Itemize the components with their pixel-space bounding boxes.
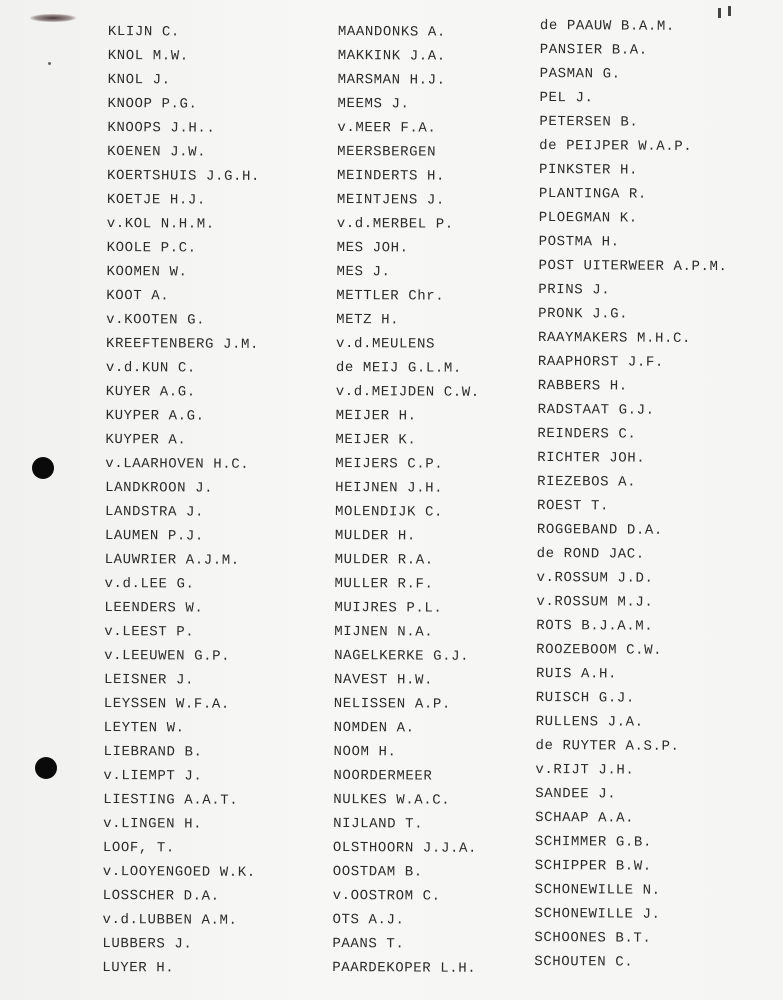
name-entry: PASMAN G. xyxy=(539,65,621,83)
name-entry: MAANDONKS A. xyxy=(337,23,447,41)
name-entry: SCHIPPER B.W. xyxy=(534,857,652,875)
name-entry: MES JOH. xyxy=(336,239,409,257)
name-entry: v.LAARHOVEN H.C. xyxy=(105,455,250,473)
name-entry: HEIJNEN J.H. xyxy=(335,479,444,497)
name-entry: MEIJER K. xyxy=(335,431,417,449)
name-entry: MEINTJENS J. xyxy=(336,191,445,209)
name-entry: SCHOUTEN C. xyxy=(534,953,634,971)
name-entry: v.d.LEE G. xyxy=(104,575,195,593)
name-entry: KLIJN C. xyxy=(107,23,180,41)
name-entry: v.RIJT J.H. xyxy=(535,761,635,779)
name-entry: RULLENS J.A. xyxy=(535,713,644,731)
name-entry: RICHTER JOH. xyxy=(537,449,646,467)
name-entry: NULKES W.A.C. xyxy=(333,791,451,809)
name-entry: MIJNEN N.A. xyxy=(334,623,434,641)
name-column-2 xyxy=(332,20,482,981)
name-entry: ROEST T. xyxy=(536,497,610,515)
name-entry: v.OOSTROM C. xyxy=(332,887,441,905)
name-entry: v.LIEMPT J. xyxy=(103,767,203,785)
name-entry: KOENEN J.W. xyxy=(107,143,207,161)
name-entry: PRINS J. xyxy=(538,281,611,299)
name-entry: LEYTEN W. xyxy=(103,719,185,737)
name-entry: RAAYMAKERS M.H.C. xyxy=(537,329,692,347)
name-entry: PAARDEKOPER L.H. xyxy=(332,959,477,977)
name-entry: KUYER A.G. xyxy=(105,383,196,401)
name-entry: MEINDERTS H. xyxy=(336,167,446,185)
name-entry: de MEIJ G.L.M. xyxy=(335,359,462,377)
name-entry: NOORDERMEER xyxy=(333,767,433,785)
name-entry: LIEBRAND B. xyxy=(103,743,203,761)
name-entry: LEENDERS W. xyxy=(104,599,204,617)
name-entry: SANDEE J. xyxy=(535,785,617,803)
name-entry: LAUMEN P.J. xyxy=(104,527,204,545)
name-entry: KOOT A. xyxy=(106,287,170,305)
name-entry: MULDER H. xyxy=(334,527,416,545)
name-entry: NOMDEN A. xyxy=(333,719,415,737)
name-entry: POSTMA H. xyxy=(538,233,620,251)
name-entry: KOOMEN W. xyxy=(106,263,188,281)
name-entry: KNOOPS J.H.. xyxy=(107,119,216,137)
name-entry: LANDSTRA J. xyxy=(104,503,205,521)
name-entry: v.KOL N.H.M. xyxy=(106,215,215,233)
name-entry: PANSIER B.A. xyxy=(539,41,648,59)
name-entry: PAANS T. xyxy=(332,935,405,953)
name-entry: NAGELKERKE G.J. xyxy=(334,647,470,665)
name-entry: LOSSCHER D.A. xyxy=(102,887,220,905)
name-entry: MUIJRES P.L. xyxy=(334,599,443,617)
name-entry: v.d.MEULENS xyxy=(335,335,436,353)
name-entry: MULLER R.F. xyxy=(334,575,434,593)
name-entry: MES J. xyxy=(336,263,391,281)
name-entry: MEIJER H. xyxy=(335,407,417,425)
name-entry: v.d.MERBEL P. xyxy=(336,215,454,233)
name-entry: SCHONEWILLE N. xyxy=(534,881,661,899)
name-entry: RAAPHORST J.F. xyxy=(537,353,664,371)
name-entry: v.LEEST P. xyxy=(104,623,195,641)
name-entry: de PAAUW B.A.M. xyxy=(539,17,676,35)
name-entry: PINKSTER H. xyxy=(538,161,639,179)
name-entry: ROOZEBOOM C.W. xyxy=(536,641,663,659)
name-entry: ROTS B.J.A.M. xyxy=(536,617,654,635)
name-entry: SCHIMMER G.B. xyxy=(534,833,653,851)
name-entry: KOERTSHUIS J.G.H. xyxy=(106,167,261,185)
name-entry: LUBBERS J. xyxy=(102,935,193,953)
name-entry: SCHAAP A.A. xyxy=(535,809,635,827)
name-entry: LIESTING A.A.T. xyxy=(103,791,239,809)
name-entry: v.ROSSUM J.D. xyxy=(536,569,654,587)
name-entry: MARSMAN H.J. xyxy=(337,71,446,89)
name-entry: LANDKROON J. xyxy=(105,479,214,497)
name-entry: PETERSEN B. xyxy=(539,113,639,131)
name-entry: v.d.MEIJDEN C.W. xyxy=(335,383,480,401)
ink-smudge xyxy=(30,14,76,22)
name-entry: RUISCH G.J. xyxy=(535,689,635,707)
name-entry: KUYPER A. xyxy=(105,431,187,449)
name-column-3 xyxy=(534,14,729,975)
name-entry: v.d.KUN C. xyxy=(105,359,196,377)
name-entry: MAKKINK J.A. xyxy=(337,47,446,65)
name-entry: ROGGEBAND D.A. xyxy=(536,521,663,539)
name-entry: v.ROSSUM M.J. xyxy=(536,593,654,611)
name-entry: OTS A.J. xyxy=(332,911,405,929)
name-entry: MOLENDIJK C. xyxy=(334,503,444,521)
name-entry: PLOEGMAN K. xyxy=(538,209,638,227)
name-entry: MEERSBERGEN xyxy=(337,143,437,161)
name-entry: RADSTAAT G.J. xyxy=(537,401,655,419)
name-entry: v.MEER F.A. xyxy=(337,119,437,137)
name-entry: METZ H. xyxy=(336,311,400,329)
punch-hole-top xyxy=(32,457,54,479)
name-entry: REINDERS C. xyxy=(537,425,637,443)
name-entry: de ROND JAC. xyxy=(536,545,645,563)
name-entry: KNOL M.W. xyxy=(107,47,189,65)
punch-hole-bottom xyxy=(35,757,57,779)
name-entry: v.d.LUBBEN A.M. xyxy=(102,911,238,929)
name-entry: v.LINGEN H. xyxy=(103,815,203,833)
name-entry: LOOF, T. xyxy=(102,839,176,857)
name-entry: LEISNER J. xyxy=(103,671,195,689)
name-entry: SCHOONES B.T. xyxy=(534,929,652,947)
name-entry: de RUYTER A.S.P. xyxy=(535,737,680,755)
name-entry: RUIS A.H. xyxy=(535,665,618,683)
name-column-1 xyxy=(102,20,261,981)
name-entry: v.LOOYENGOED W.K. xyxy=(102,863,256,881)
name-entry: NIJLAND T. xyxy=(333,815,424,833)
name-entry: LUYER H. xyxy=(102,959,175,977)
name-entry: KNOOP P.G. xyxy=(107,95,198,113)
name-entry: KUYPER A.G. xyxy=(105,407,205,425)
name-entry: POST UITERWEER A.P.M. xyxy=(538,257,728,276)
name-entry: MEIJERS C.P. xyxy=(335,455,444,473)
name-entry: NELISSEN A.P. xyxy=(333,695,451,713)
name-entry: v.LEEUWEN G.P. xyxy=(104,647,231,665)
name-entry: METTLER Chr. xyxy=(336,287,445,305)
name-entry: LAUWRIER A.J.M. xyxy=(104,551,240,569)
name-entry: PRONK J.G. xyxy=(538,305,629,323)
name-entry: v.KOOTEN G. xyxy=(106,311,206,329)
name-entry: PLANTINGA R. xyxy=(538,185,647,203)
ink-speck xyxy=(48,62,51,65)
name-entry: NOOM H. xyxy=(333,743,397,761)
name-entry: KNOL J. xyxy=(107,71,171,89)
name-entry: RABBERS H. xyxy=(537,377,628,395)
name-entry: PEL J. xyxy=(539,89,594,107)
name-entry: RIEZEBOS A. xyxy=(537,473,637,491)
name-entry: NAVEST H.W. xyxy=(333,671,434,689)
name-entry: SCHONEWILLE J. xyxy=(534,905,661,923)
name-entry: KOOLE P.C. xyxy=(106,239,197,257)
name-entry: OOSTDAM B. xyxy=(332,863,423,881)
name-entry: KREEFTENBERG J.M. xyxy=(105,335,260,353)
name-entry: KOETJE H.J. xyxy=(106,191,206,209)
name-entry: de PEIJPER W.A.P. xyxy=(539,137,693,155)
name-entry: MULDER R.A. xyxy=(334,551,434,569)
name-entry: OLSTHOORN J.J.A. xyxy=(332,839,478,857)
name-entry: MEEMS J. xyxy=(337,95,410,113)
name-entry: LEYSSEN W.F.A. xyxy=(103,695,230,713)
